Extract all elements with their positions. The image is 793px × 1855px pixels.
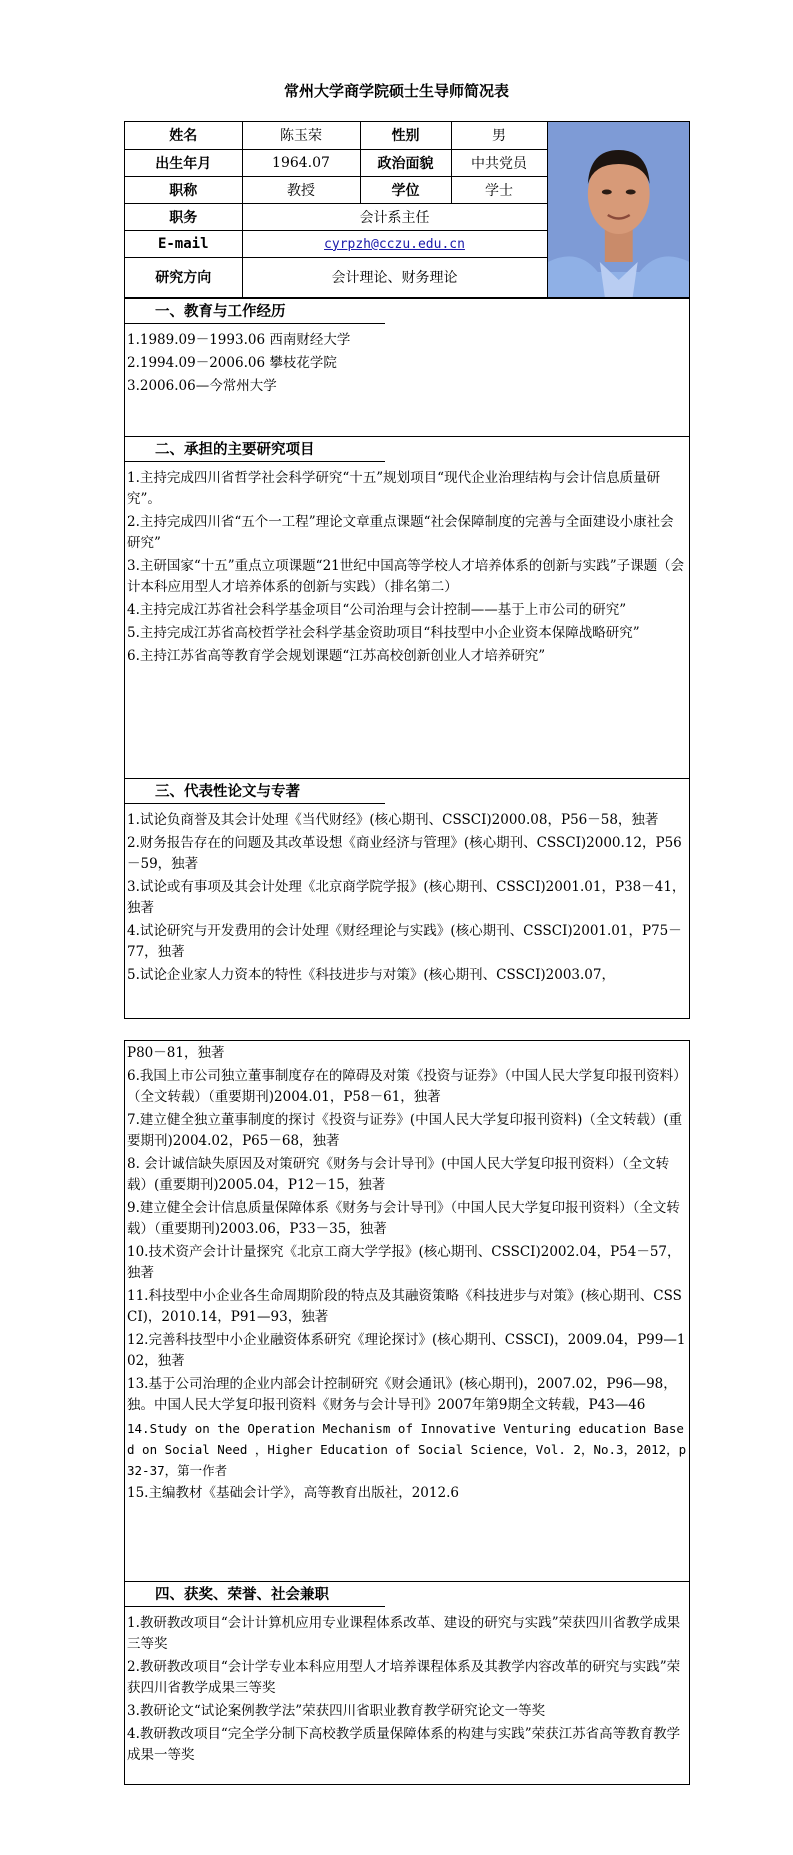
projects-heading: 二、承担的主要研究项目 <box>125 437 385 462</box>
basic-info-table <box>125 122 689 298</box>
awards-list <box>125 1613 689 1766</box>
list-item: 5.主持完成江苏省高校哲学社会科学基金资助项目“科技型中小企业资本保障战略研究” <box>127 625 640 641</box>
education-section <box>125 298 689 436</box>
position-value: 会计系主任 <box>242 203 547 230</box>
birth-value: 1964.07 <box>242 149 360 176</box>
list-item: 15.主编教材《基础会计学》，高等教育出版社，2012.6 <box>127 1485 459 1501</box>
degree-value: 学士 <box>451 176 547 203</box>
list-item: 3.2006.06—今常州大学 <box>127 378 277 394</box>
email-cell <box>242 230 547 257</box>
list-item: 13.基于公司治理的企业内部会计控制研究《财会通讯》(核心期刊)，2007.02，P96—98，独。中国人民大学复印报刊资料《财务与会计导刊》2007年第9期全文转载，P43—46 <box>127 1376 677 1413</box>
gender-label: 性别 <box>360 122 451 149</box>
list-item: P80－81，独著 <box>127 1045 225 1061</box>
awards-heading: 四、获奖、荣誉、社会兼职 <box>125 1582 385 1607</box>
title-value: 教授 <box>242 176 360 203</box>
papers-continued <box>125 1041 689 1581</box>
name-label: 姓名 <box>125 122 242 149</box>
birth-label: 出生年月 <box>125 149 242 176</box>
list-item: 2.主持完成四川省“五个一工程”理论文章重点课题“社会保障制度的完善与全面建设小康社会研究” <box>127 514 674 551</box>
papers-list-page1 <box>125 810 689 986</box>
email-link[interactable]: cyrpzh@cczu.edu.cn <box>324 236 465 252</box>
email-label: E-mail <box>125 230 242 257</box>
list-item: 5.试论企业家人力资本的特性《科技进步与对策》(核心期刊、CSSCI)2003.07， <box>127 967 615 983</box>
list-item: 1.教研教改项目“会计计算机应用专业课程体系改革、建设的研究与实践”荣获四川省教学成果三等奖 <box>127 1615 681 1652</box>
list-item: 2.财务报告存在的问题及其改革设想《商业经济与管理》(核心期刊、CSSCI)2000.12，P56－59，独著 <box>127 835 682 872</box>
portrait-photo <box>548 122 690 297</box>
list-item: 14.Study on the Operation Mechanism of Innovative Venturing education Based on Social Need ，Higher Education of Social Science，Vol. 2，No.3，2012，p32-37，第一作者 <box>127 1421 687 1478</box>
papers-list-page2 <box>125 1041 689 1504</box>
list-item: 6.主持江苏省高等教育学会规划课题“江苏高校创新创业人才培养研究” <box>127 648 546 664</box>
list-item: 6.我国上市公司独立董事制度存在的障碍及对策《投资与证券》（中国人民大学复印报刊资料）（全文转载）（重要期刊)2004.01，P58－61，独著 <box>127 1068 687 1105</box>
research-label: 研究方向 <box>125 257 242 297</box>
list-item: 3.教研论文“试论案例教学法”荣获四川省职业教育教学研究论文一等奖 <box>127 1703 546 1719</box>
research-value: 会计理论、财务理论 <box>242 257 547 297</box>
portrait-photo-cell <box>547 122 689 298</box>
list-item: 4.主持完成江苏省社会科学基金项目“公司治理与会计控制——基于上市公司的研究” <box>127 602 627 618</box>
page-title: 常州大学商学院硕士生导师简况表 <box>283 82 509 100</box>
list-item: 12.完善科技型中小企业融资体系研究《理论探讨》(核心期刊、CSSCI)，2009.04，P99—102，独著 <box>127 1332 686 1369</box>
list-item: 1.主持完成四川省哲学社会科学研究“十五”规划项目“现代企业治理结构与会计信息质量研究”。 <box>127 470 661 507</box>
education-list <box>125 330 689 397</box>
position-label: 职务 <box>125 203 242 230</box>
list-item: 4.试论研究与开发费用的会计处理《财经理论与实践》(核心期刊、CSSCI)2001.01，P75－77，独著 <box>127 923 682 960</box>
list-item: 1.1989.09－1993.06 西南财经大学 <box>127 332 351 348</box>
awards-section <box>125 1581 689 1784</box>
profile-form-page1 <box>124 121 690 1019</box>
title-label: 职称 <box>125 176 242 203</box>
list-item: 8. 会计诚信缺失原因及对策研究《财务与会计导刊》(中国人民大学复印报刊资料）（全文转载）(重要期刊)2005.04，P12－15，独著 <box>127 1156 670 1193</box>
politics-label: 政治面貌 <box>360 149 451 176</box>
profile-form-page2 <box>124 1040 690 1785</box>
degree-label: 学位 <box>360 176 451 203</box>
list-item: 3.主研国家“十五”重点立项课题“21世纪中国高等学校人才培养体系的创新与实践”子课题（会计本科应用型人才培养体系的创新与实践）（排名第二） <box>127 558 685 595</box>
list-item: 9.建立健全会计信息质量保障体系《财务与会计导刊》（中国人民大学复印报刊资料）（全文转载）（重要期刊)2003.06，P33－35，独著 <box>127 1200 680 1237</box>
list-item: 2.教研教改项目“会计学专业本科应用型人才培养课程体系及其教学内容改革的研究与实践”荣获四川省教学成果三等奖 <box>127 1659 681 1696</box>
projects-section <box>125 436 689 778</box>
list-item: 2.1994.09－2006.06 攀枝花学院 <box>127 355 337 371</box>
list-item: 10.技术资产会计计量探究《北京工商大学学报》(核心期刊、CSSCI)2002.04，P54－57，独著 <box>127 1244 681 1281</box>
list-item: 11.科技型中小企业各生命周期阶段的特点及其融资策略《科技进步与对策》(核心期刊、CSSCI)，2010.14，P91—93，独著 <box>127 1288 682 1325</box>
name-value: 陈玉荣 <box>242 122 360 149</box>
gender-value: 男 <box>451 122 547 149</box>
papers-heading: 三、代表性论文与专著 <box>125 779 385 804</box>
list-item: 3.试论或有事项及其会计处理《北京商学院学报》(核心期刊、CSSCI)2001.01，P38－41，独著 <box>127 879 686 916</box>
projects-list <box>125 468 689 667</box>
papers-section <box>125 778 689 998</box>
politics-value: 中共党员 <box>451 149 547 176</box>
list-item: 1.试论负商誉及其会计处理《当代财经》(核心期刊、CSSCI)2000.08，P56－58，独著 <box>127 812 659 828</box>
education-heading: 一、教育与工作经历 <box>125 299 385 324</box>
list-item: 4.教研教改项目“完全学分制下高校教学质量保障体系的构建与实践”荣获江苏省高等教育教学成果一等奖 <box>127 1726 681 1763</box>
list-item: 7.建立健全独立董事制度的探讨《投资与证券》(中国人民大学复印报刊资料)（全文转载）(重要期刊)2004.02，P65－68，独著 <box>127 1112 683 1149</box>
